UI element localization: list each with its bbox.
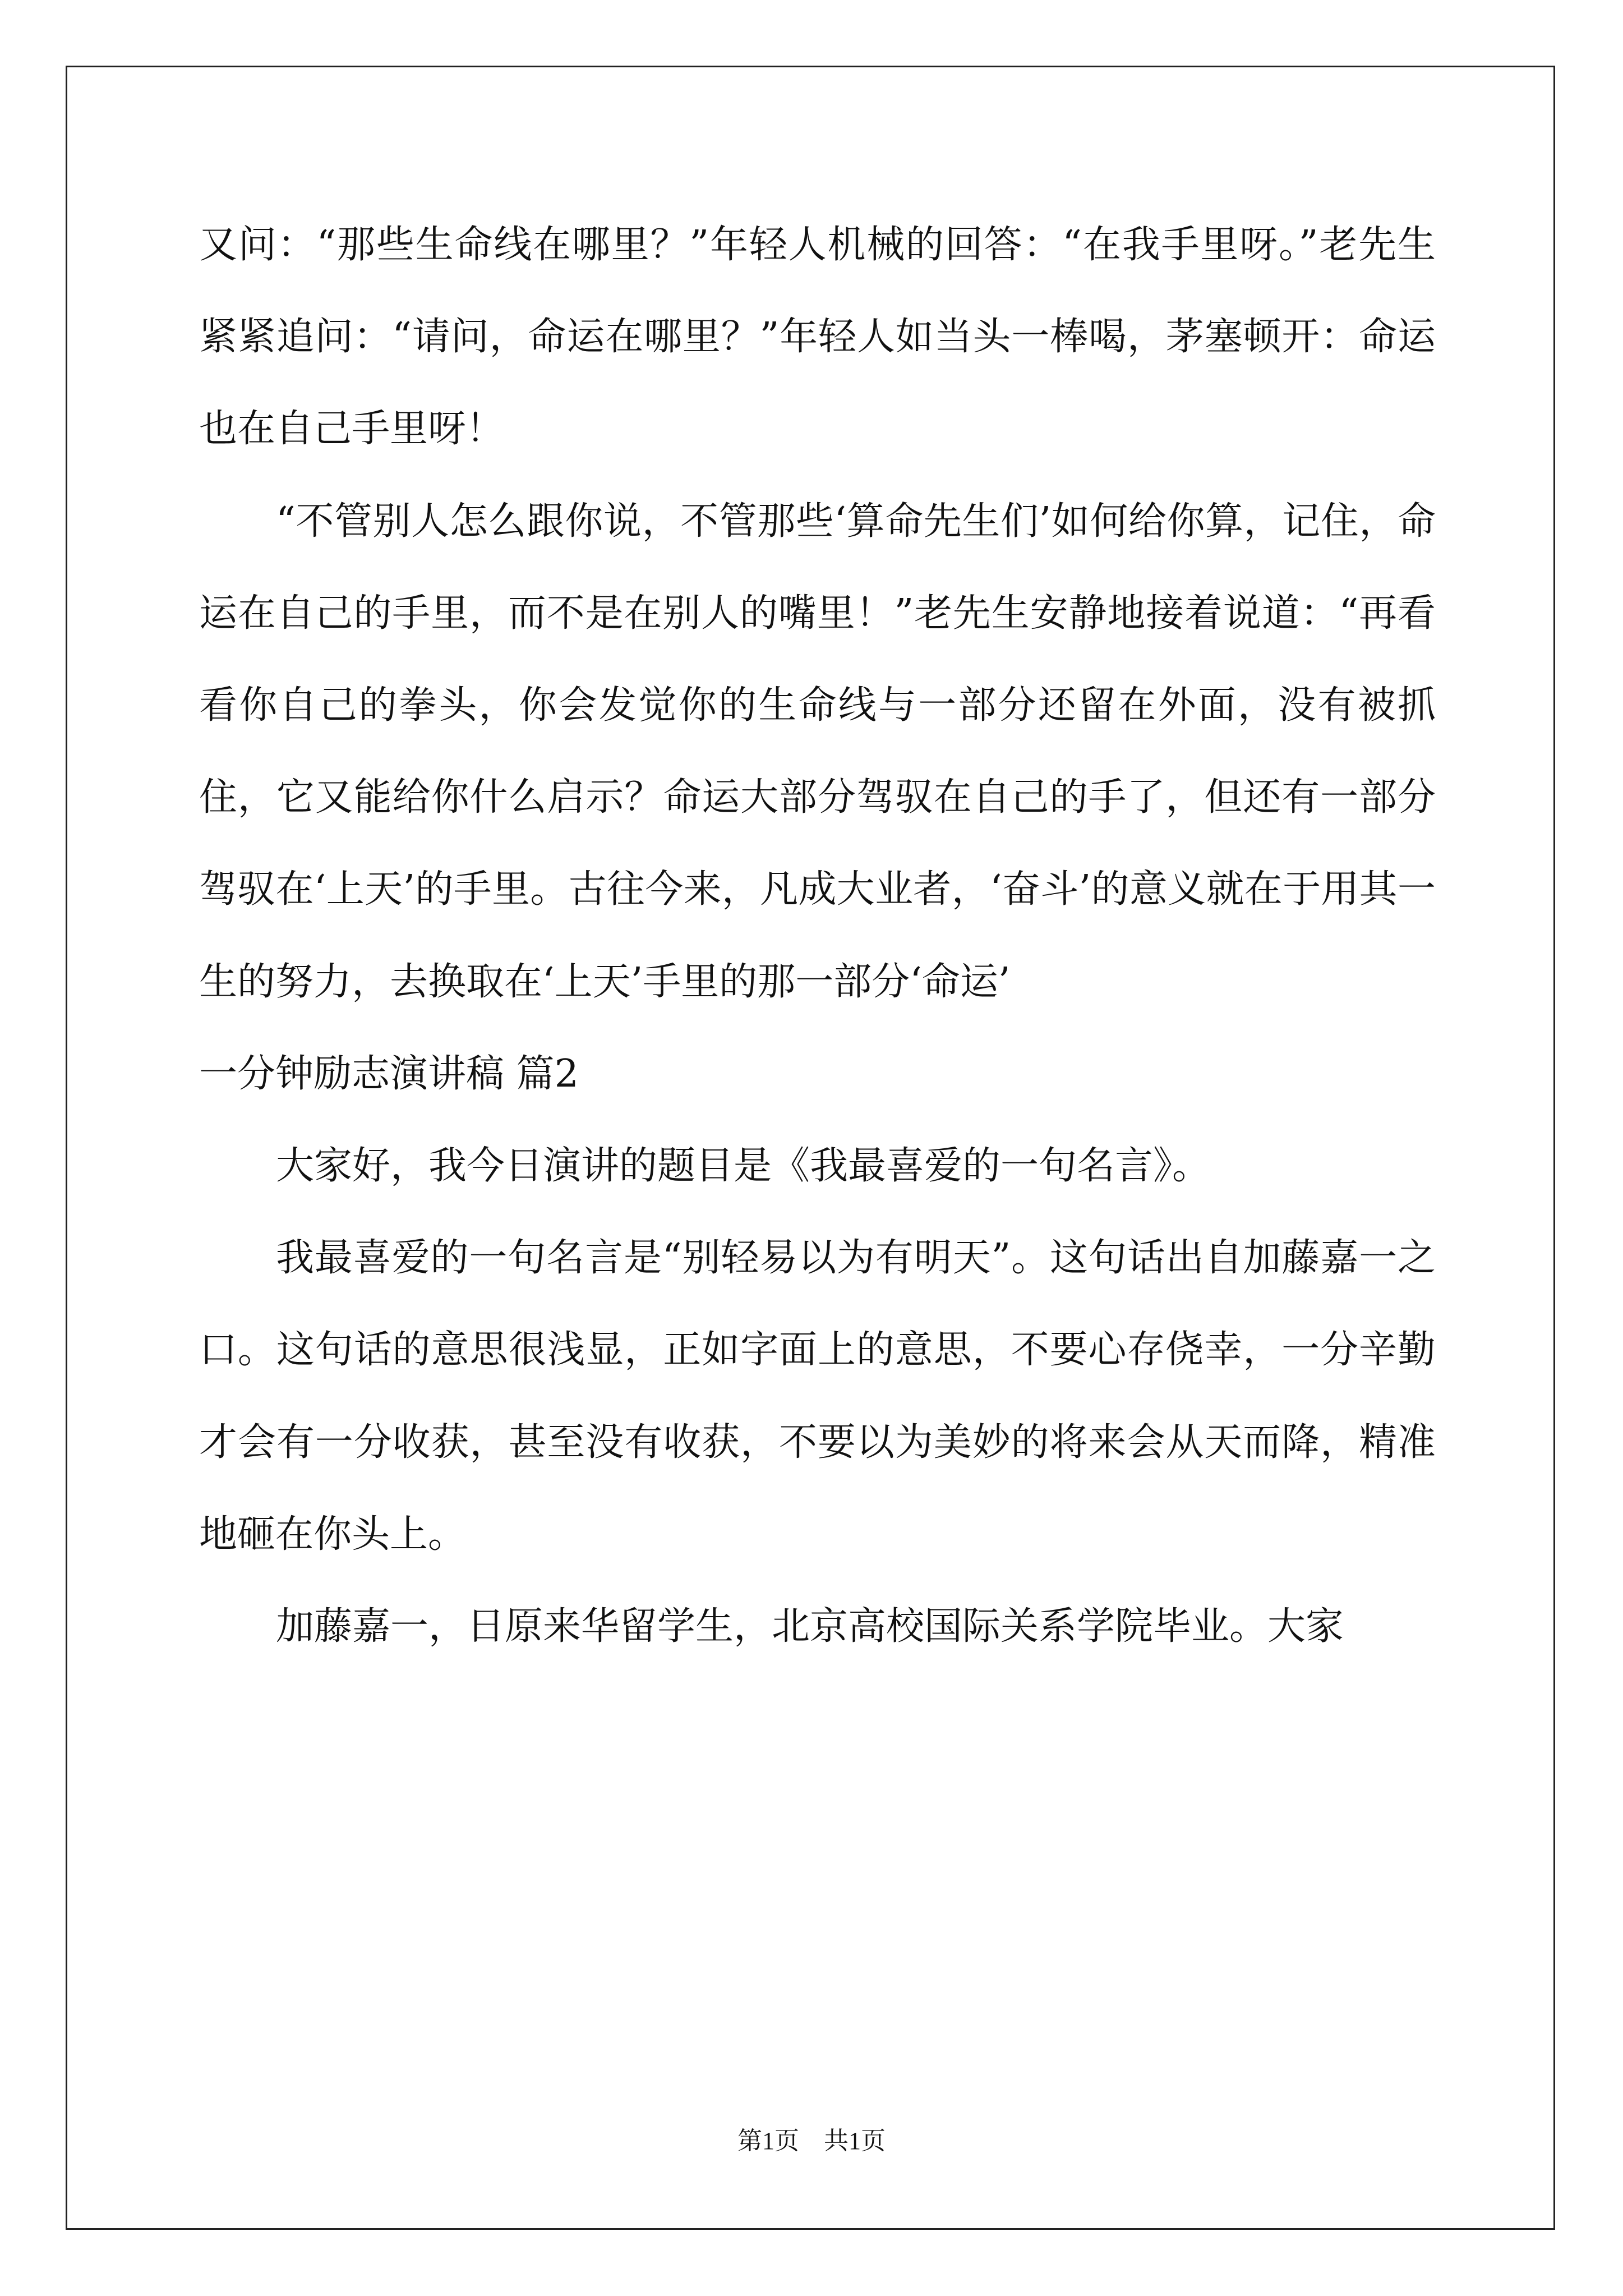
- paragraph: 我最喜爱的一句名言是“别轻易以为有明天”。这句话出自加藤嘉一之口。这句话的意思很浅显，正如字面上的意思，不要心存侥幸，一分辛勤才会有一分收获，甚至没有收获，不要以为美妙的将来会从天而降，精准地砸在你头上。: [199, 1236, 1436, 1557]
- page-footer: [0, 2120, 1623, 2156]
- section-heading: 一分钟励志演讲稿 篇2: [199, 1051, 579, 1096]
- paragraph: “不管别人怎么跟你说，不管那些‘算命先生们’如何给你算，记住，命运在自己的手里，而不是在别人的嘴里！”老先生安静地接着说道：“再看看你自己的拳头，你会发觉你的生命线与一部分还留在外面，没有被抓住，它又能给你什么启示？命运大部分驾驭在自己的手了，但还有一部分驾驭在‘上天’的手里。古往今来，凡成大业者，‘奋斗’的意义就在于用其一生的努力，去换取在‘上天’手里的那一部分‘命运’: [199, 499, 1436, 1004]
- page-number: 第1页: [737, 2127, 799, 2155]
- document-body: [199, 199, 1436, 1673]
- paragraph: 又问：“那些生命线在哪里？”年轻人机械的回答：“在我手里呀。”老先生紧紧追问：“请问，命运在哪里？”年轻人如当头一棒喝，茅塞顿开：命运也在自己手里呀！: [199, 223, 1436, 452]
- paragraph: 加藤嘉一，日原来华留学生，北京高校国际关系学院毕业。大家: [276, 1604, 1344, 1649]
- page-total: 共1页: [824, 2127, 886, 2155]
- paragraph: 大家好，我今日演讲的题目是《我最喜爱的一句名言》。: [276, 1144, 1211, 1189]
